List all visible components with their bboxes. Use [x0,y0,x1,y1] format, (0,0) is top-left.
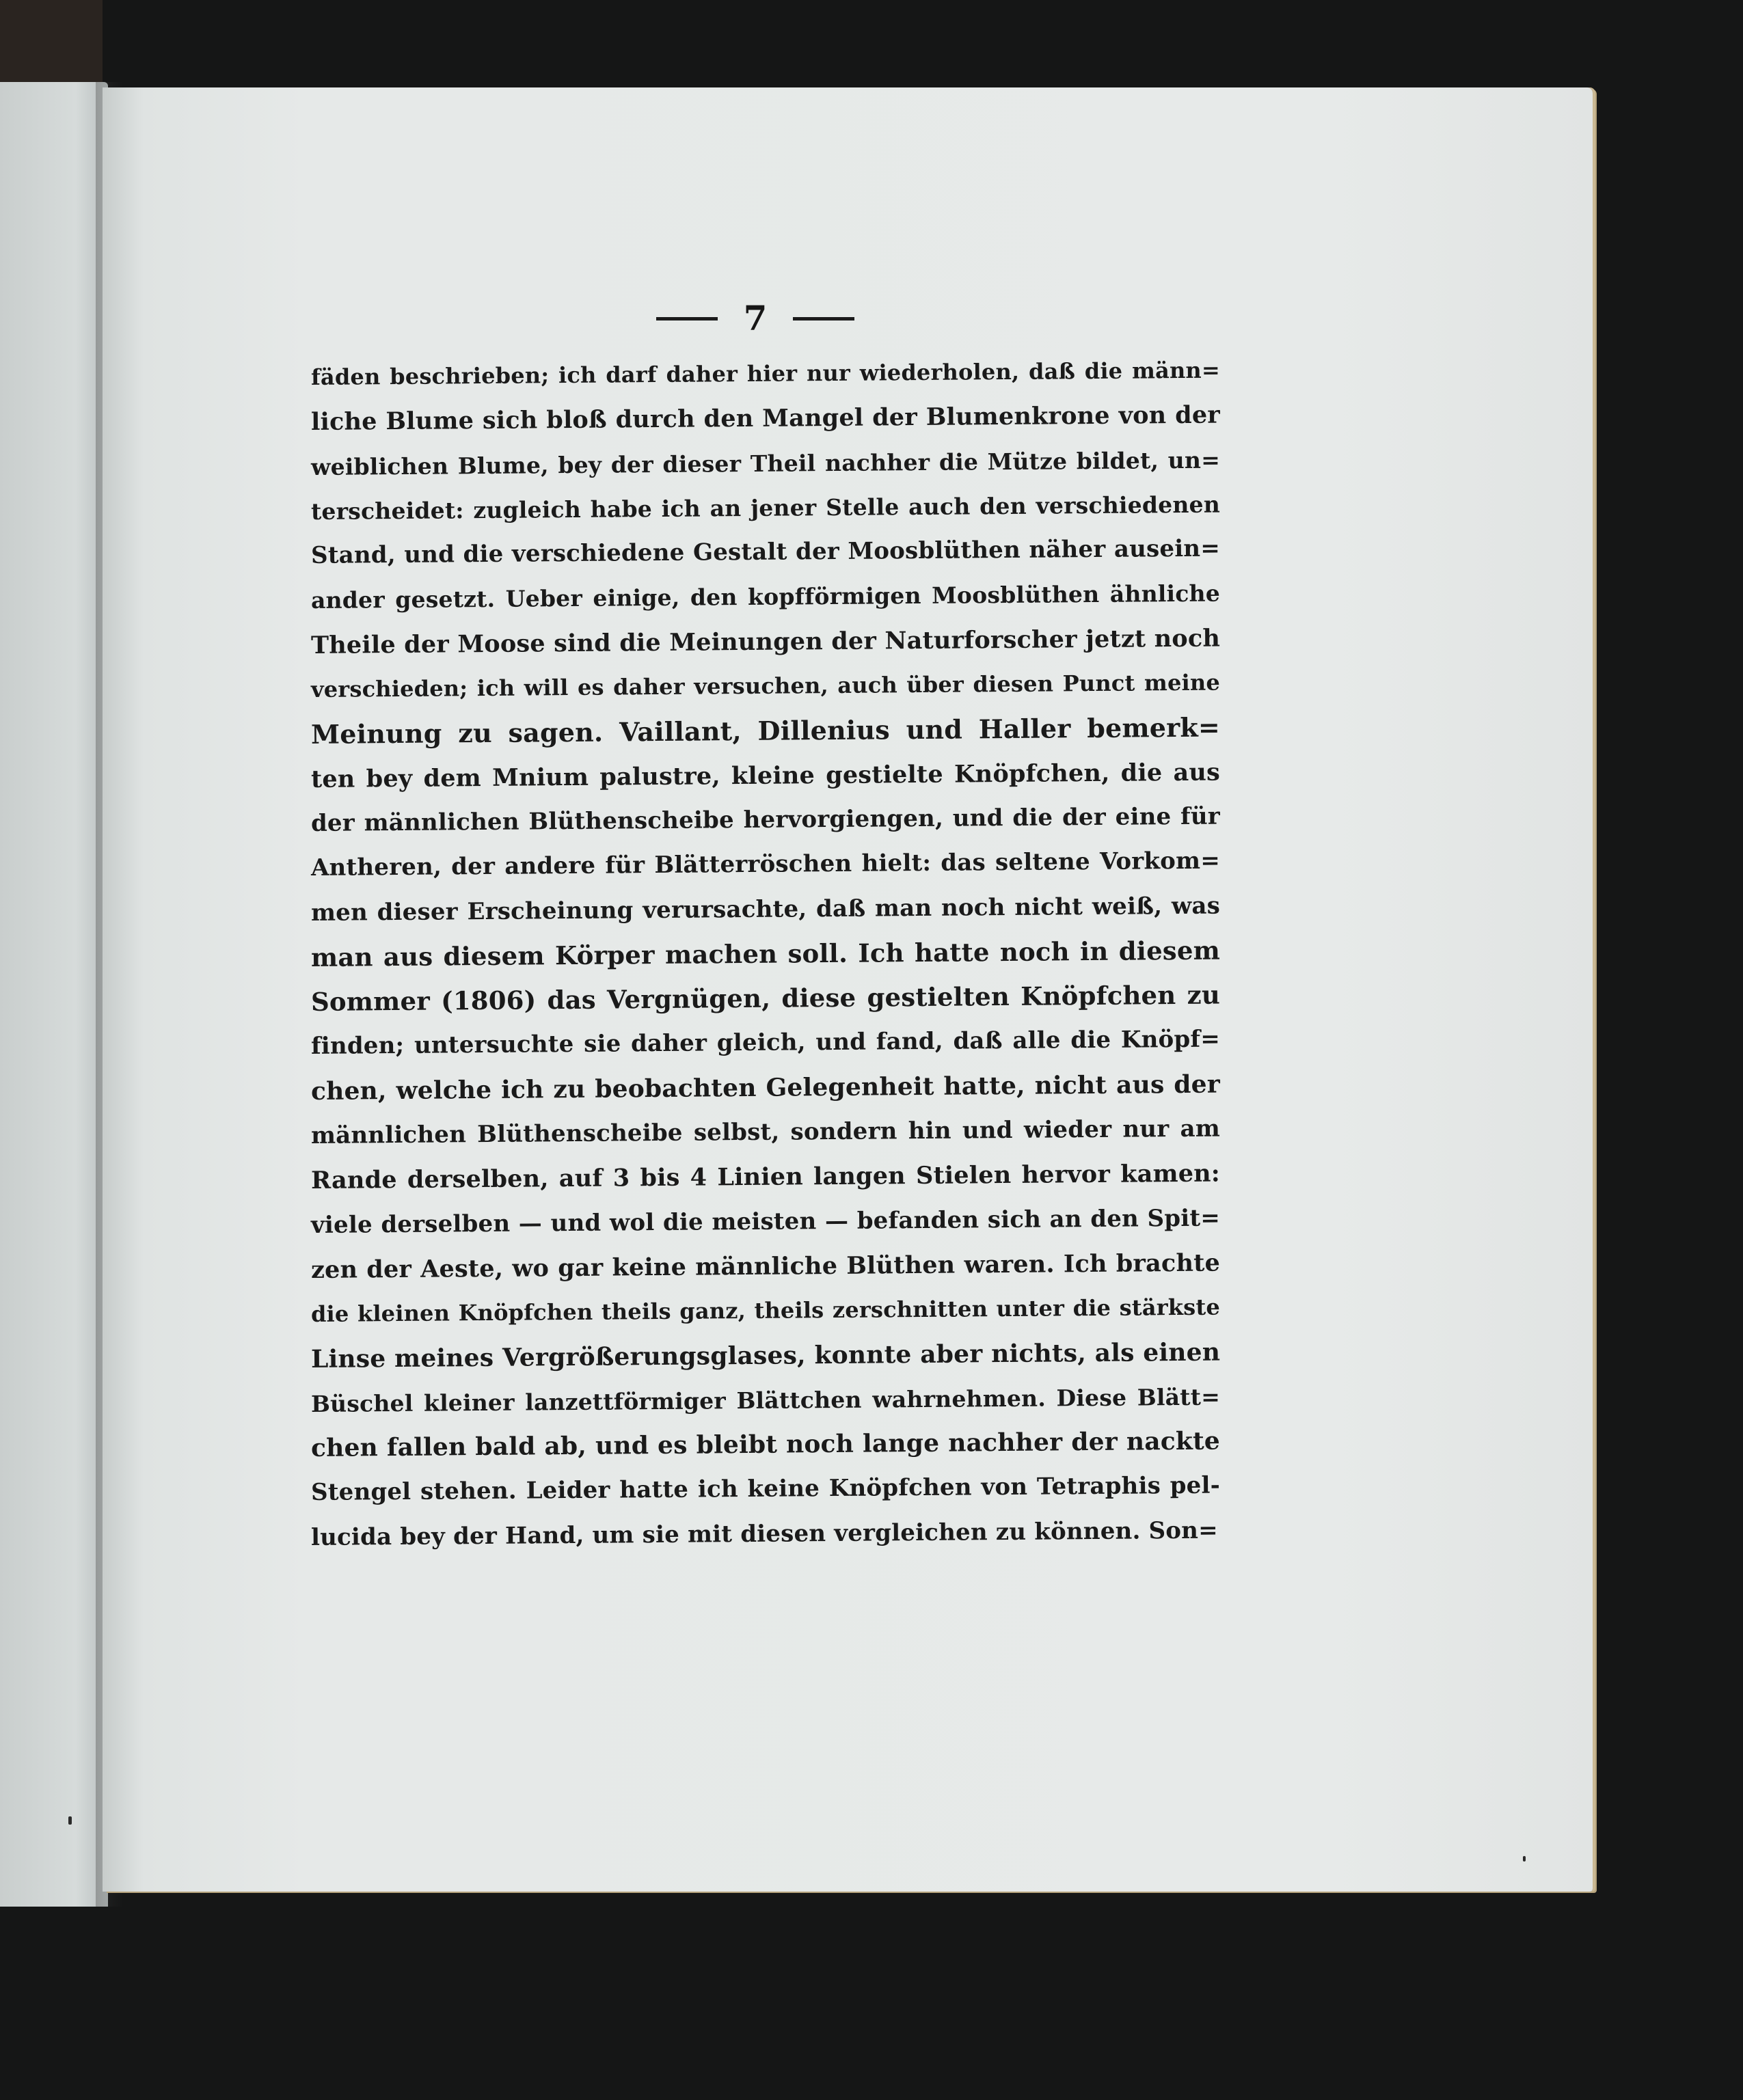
text-line: Sommer (1806) das Vergnügen, diese gestielten Knöpfchen zu [310,979,1221,1018]
text-line: men dieser Erscheinung verursachte, daß man noch nicht weiß, was [310,892,1221,927]
text-line: Antheren, der andere für Blätterröschen hielt: das seltene Vorkom= [310,847,1221,882]
text-line: lucida bey der Hand, um sie mit diesen vergleichen zu können. Son= [310,1516,1218,1551]
text-line: die kleinen Knöpfchen theils ganz, theils zerschnitten unter die stärkste [310,1294,1221,1328]
text-line: Rande derselben, auf 3 bis 4 Linien langen Stielen hervor kamen: [310,1159,1221,1195]
body-text [311,355,1220,1560]
text-line: finden; untersuchte sie daher gleich, und fand, daß alle die Knöpf= [310,1026,1221,1061]
text-line: Büschel kleiner lanzettförmiger Blättchen wahrnehmen. Diese Blätt= [310,1383,1221,1417]
text-line: weiblichen Blume, bey der dieser Theil nachher die Mütze bildet, un= [310,446,1221,480]
text-line: man aus diesem Körper machen soll. Ich hatte noch in diesem [310,935,1221,972]
left-facing-page [0,82,108,1907]
header-rule-right [793,317,854,321]
text-line: männlichen Blüthenscheibe selbst, sondern hin und wieder nur am [310,1115,1221,1150]
text-line: Theile der Moose sind die Meinungen der Naturforscher jetzt noch [310,624,1221,659]
page-number: 7 [743,298,768,338]
text-line: fäden beschrieben; ich darf daher hier nur wiederholen, daß die männ= [310,357,1221,390]
text-line: zen der Aeste, wo gar keine männliche Blüthen waren. Ich brachte [310,1249,1221,1284]
text-line: chen, welche ich zu beobachten Gelegenheit hatte, nicht aus der [310,1069,1221,1106]
text-line: Stand, und die verschiedene Gestalt der Moosblüthen näher ausein= [310,534,1221,570]
text-line: chen fallen bald ab, und es bleibt noch lange nachher der nackte [310,1426,1221,1463]
text-line: Meinung zu sagen. Vaillant, Dillenius und Haller bemerk= [310,711,1221,750]
text-line: ander gesetzt. Ueber einige, den kopfförmigen Moosblüthen ähnliche [310,580,1221,614]
paper-speck [68,1816,72,1825]
page-header [656,298,854,339]
header-rule-left [656,317,718,321]
text-line: Stengel stehen. Leider hatte ich keine Knöpfchen von Tetraphis pel- [310,1471,1221,1507]
text-line: der männlichen Blüthenscheibe hervorgiengen, und die der eine für [310,802,1221,837]
text-line: liche Blume sich bloß durch den Mangel der Blumenkrone von der [310,400,1221,437]
text-line: viele derselben — und wol die meisten — befanden sich an den Spit= [310,1204,1221,1239]
text-line: ten bey dem Mnium palustre, kleine gestielte Knöpfchen, die aus [310,758,1221,793]
text-line: Linse meines Vergrößerungsglases, konnte aber nichts, als einen [310,1337,1221,1374]
paper-speck [1523,1856,1526,1862]
text-line: terscheidet: zugleich habe ich an jener Stelle auch den verschiedenen [310,491,1221,525]
text-line: verschieden; ich will es daher versuchen, auch über diesen Punct meine [310,669,1221,703]
